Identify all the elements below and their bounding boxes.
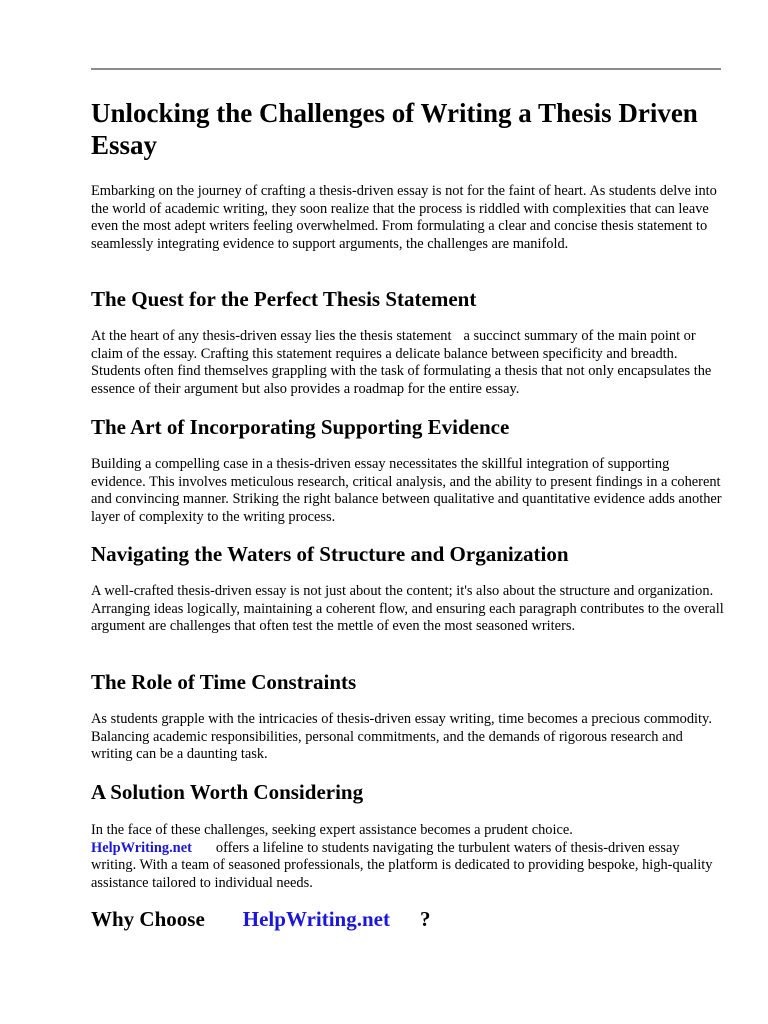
- thesis-body-start: At the heart of any thesis-driven essay lies the thesis statement: [91, 328, 452, 344]
- why-choose-heading: [91, 906, 430, 932]
- solution-body-end: offers a lifeline to students navigating the turbulent waters of thesis-driven essay writing. With a team of seasoned professionals, the platform is dedicated to providing bespoke, high-quality assistance tailored to individual needs.: [91, 839, 713, 891]
- section-heading-thesis: The Quest for the Perfect Thesis Statement: [91, 287, 477, 311]
- section-heading-structure: Navigating the Waters of Structure and Organization: [91, 542, 569, 566]
- thesis-body-end: a succinct summary of the main point or claim of the essay. Crafting this statement requires a delicate balance between specificity and breadth. Students often find themselves grappling with the task of formulating a thesis that not only encapsulates the essence of their argument but also provides a roadmap for the entire essay.: [91, 328, 712, 397]
- top-divider: [91, 68, 721, 70]
- solution-body-start: In the face of these challenges, seeking expert assistance becomes a prudent choice.: [91, 822, 573, 838]
- why-choose-prefix: Why Choose: [91, 907, 205, 931]
- why-choose-suffix: ?: [419, 907, 431, 931]
- page-title: Unlocking the Challenges of Writing a Thesis Driven Essay: [91, 98, 698, 160]
- intro-paragraph: Embarking on the journey of crafting a thesis-driven essay is not for the faint of heart. As students delve into the world of academic writing, they soon realize that the process is riddled with complexities that can leave even the most adept writers feeling overwhelmed. From formulating a clear and concise thesis statement to seamlessly integrating evidence to support arguments, the challenges are manifold.: [91, 183, 717, 252]
- why-choose-link[interactable]: HelpWriting.net: [242, 907, 390, 931]
- section-heading-solution: A Solution Worth Considering: [91, 780, 364, 804]
- section-heading-time: The Role of Time Constraints: [91, 670, 357, 694]
- section-body-time: As students grapple with the intricacies of thesis-driven essay writing, time becomes a precious commodity. Balancing academic responsibilities, personal commitments, and the demands of rigorous research and writing can be a daunting task.: [91, 711, 712, 762]
- section-heading-evidence: The Art of Incorporating Supporting Evidence: [91, 415, 510, 439]
- section-body-evidence: Building a compelling case in a thesis-driven essay necessitates the skillful integration of supporting evidence. This involves meticulous research, critical analysis, and the ability to present findings in a coherent and convincing manner. Striking the right balance between qualitative and quantitative evidence adds another layer of complexity to the writing process.: [91, 456, 722, 525]
- section-body-solution: [91, 822, 727, 892]
- section-body-thesis: [91, 328, 727, 398]
- helpwriting-link[interactable]: HelpWriting.net: [91, 839, 192, 856]
- section-body-structure: A well-crafted thesis-driven essay is not just about the content; it's also about the structure and organization. Arranging ideas logically, maintaining a coherent flow, and ensuring each paragraph contributes to the overall argument are challenges that often test the mettle of even the most seasoned writers.: [91, 583, 724, 634]
